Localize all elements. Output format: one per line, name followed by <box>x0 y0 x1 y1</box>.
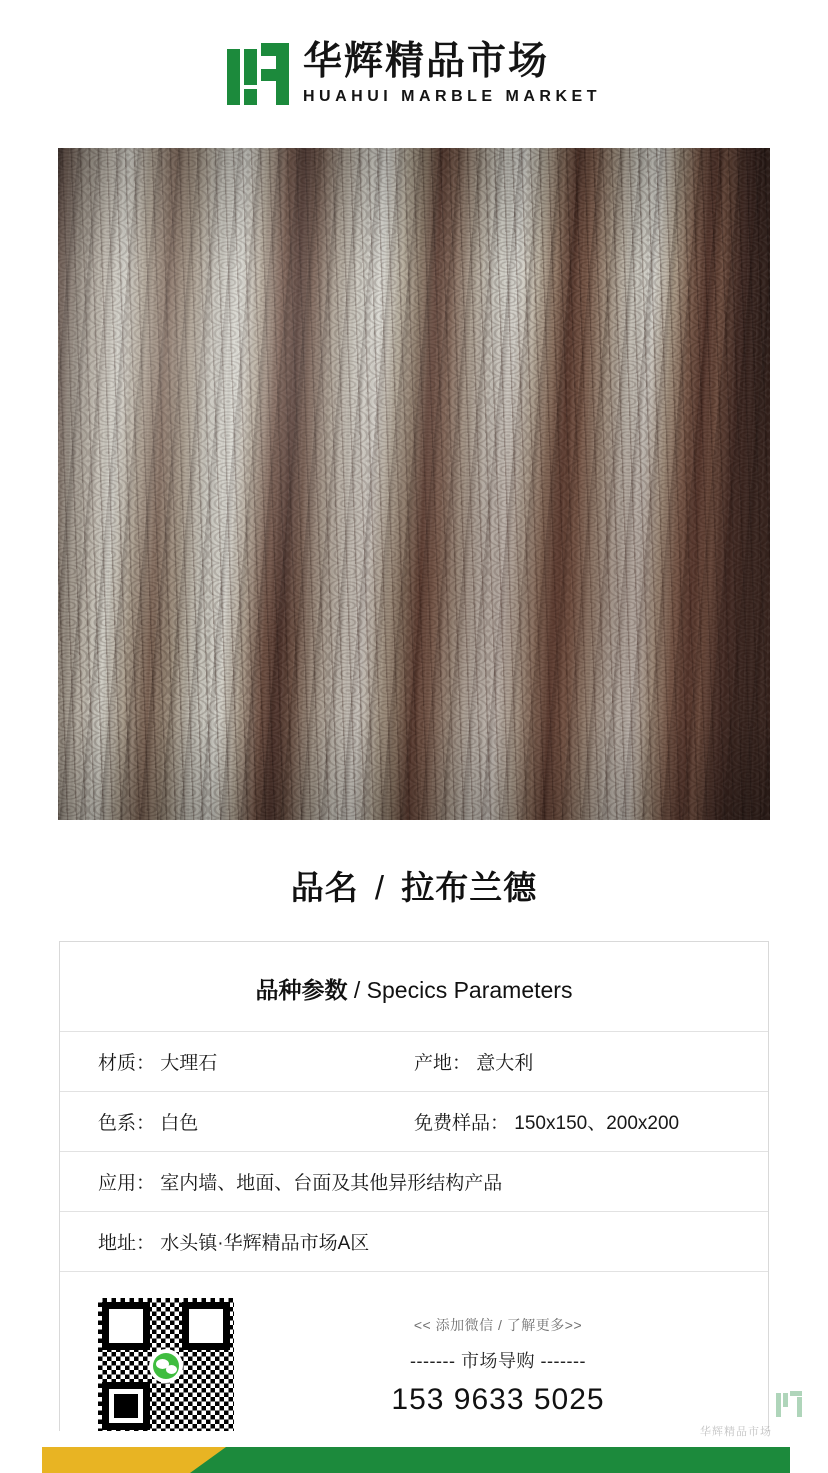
contact-text <box>262 1315 730 1417</box>
spec-card-title-cn: 品种参数 <box>255 977 348 1003</box>
product-image <box>58 148 770 820</box>
contact-block <box>60 1272 768 1438</box>
spec-card-title-separator: / <box>353 977 361 1003</box>
table-row <box>60 1211 768 1272</box>
table-row <box>60 1091 768 1151</box>
spec-value: 150x150、200x200 <box>514 1113 680 1134</box>
brand-name-en: HUAHUI MARBLE MARKET <box>303 87 601 105</box>
spec-key: 产地： <box>414 1053 472 1074</box>
brand-name-cn: 华辉精品市场 <box>303 40 550 84</box>
spec-key: 地址： <box>98 1233 156 1254</box>
page-footer <box>0 1426 828 1473</box>
spec-key: 应用： <box>98 1173 156 1194</box>
huahui-logo-icon <box>227 43 289 105</box>
spec-value: 大理石 <box>160 1053 218 1074</box>
slab-shading-layer <box>58 148 770 820</box>
corner-logo-icon <box>776 1391 802 1417</box>
product-name-label: 品名 <box>290 869 359 906</box>
spec-key: 色系： <box>98 1113 156 1134</box>
spec-cell-free-sample <box>414 1108 730 1135</box>
brand-text <box>303 42 601 106</box>
wechat-qr-code[interactable] <box>98 1298 234 1434</box>
product-name-separator: / <box>374 869 386 906</box>
spec-card-title <box>60 972 768 1005</box>
spec-value: 室内墙、地面、台面及其他异形结构产品 <box>160 1173 503 1194</box>
page-header <box>0 0 828 148</box>
spec-cell-application <box>98 1168 730 1195</box>
spec-cell-material <box>98 1048 414 1075</box>
spec-value: 白色 <box>160 1113 199 1134</box>
spec-cell-color <box>98 1108 414 1135</box>
spec-card-title-en: Specics Parameters <box>366 977 573 1003</box>
footer-watermark: 华辉精品市场 <box>700 1426 772 1438</box>
table-row <box>60 1031 768 1091</box>
contact-phone[interactable]: 153 9633 5025 <box>391 1383 605 1416</box>
page-title <box>0 862 828 909</box>
contact-guide-label: ------- 市场导购 ------- <box>410 1351 586 1371</box>
footer-accent-green <box>190 1447 790 1473</box>
wechat-icon <box>149 1349 183 1383</box>
table-row <box>60 1151 768 1211</box>
spec-card <box>59 941 769 1465</box>
spec-cell-origin <box>414 1048 730 1075</box>
product-name-value: 拉布兰德 <box>401 869 538 906</box>
spec-cell-address <box>98 1228 730 1255</box>
contact-wechat-hint: << 添加微信 / 了解更多>> <box>413 1317 583 1333</box>
qr-alignment-marker <box>102 1382 150 1430</box>
spec-value: 意大利 <box>476 1053 534 1074</box>
spec-value: 水头镇·华辉精品市场A区 <box>160 1233 370 1254</box>
spec-key: 材质： <box>98 1053 156 1074</box>
spec-key: 免费样品： <box>414 1113 510 1134</box>
